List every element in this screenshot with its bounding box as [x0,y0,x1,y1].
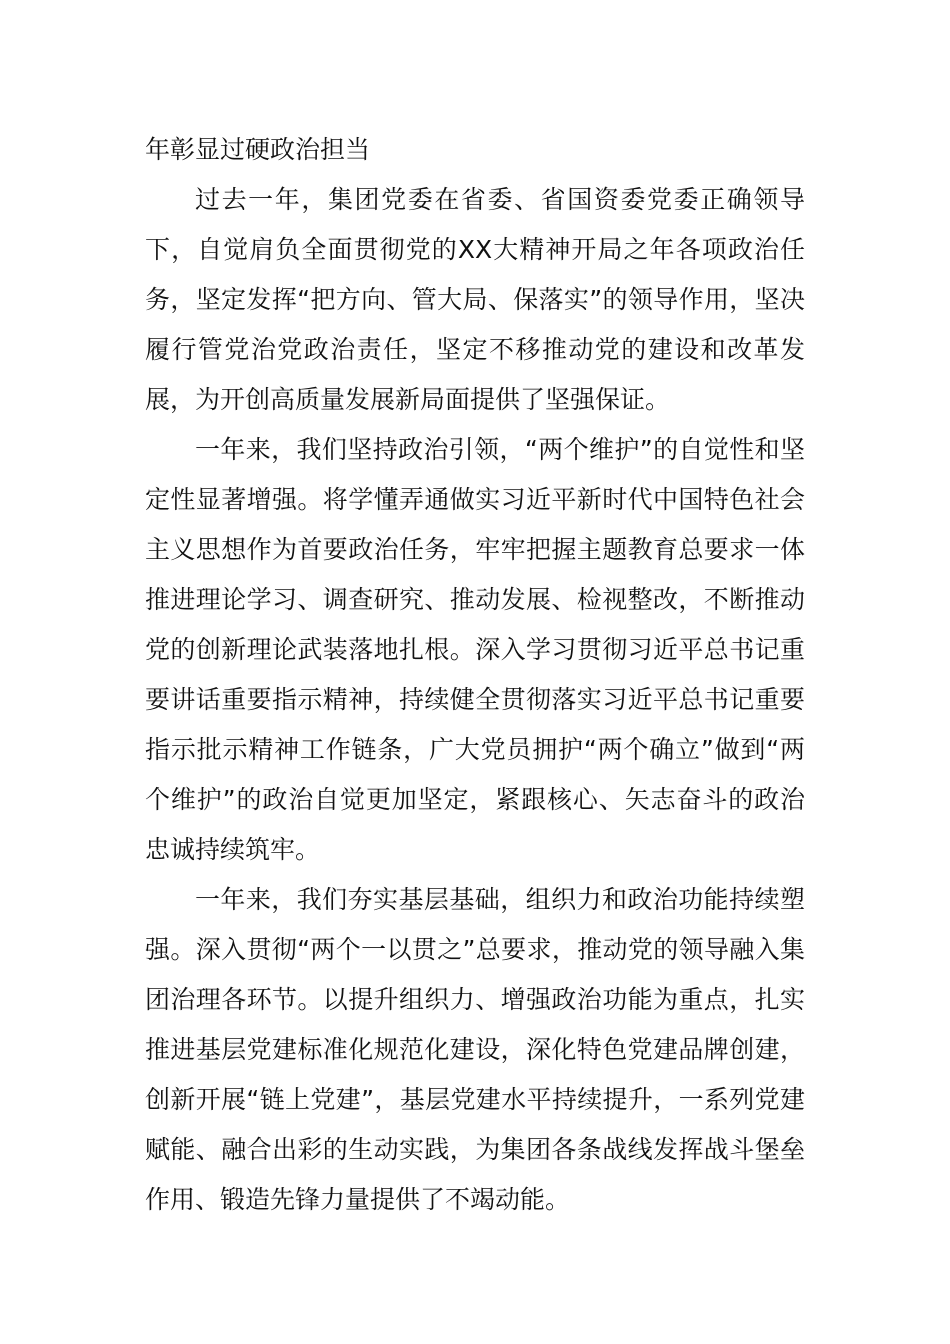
paragraph-2: 一年来，我们坚持政治引领，“两个维护”的自觉性和坚定性显著增强。将学懂弄通做实习近平新时代中国特色社会主义思想作为首要政治任务，牢牢把握主题教育总要求一体推进理论学习、调查研究、推动发展、检视整改，不断推动党的创新理论武装落地扎根。深入学习贯彻习近平总书记重要讲话重要指示精神，持续健全贯彻落实习近平总书记重要指示批示精神工作链条，广大党员拥护“两个确立”做到“两个维护”的政治自觉更加坚定，紧跟核心、矢志奋斗的政治忠诚持续筑牢。 [145,435,805,864]
paragraph-1: 过去一年，集团党委在省委、省国资委党委正确领导下，自觉肩负全面贯彻党的XX大精神开局之年各项政治任务，坚定发挥“把方向、管大局、保落实”的领导作用，坚决履行管党治党政治责任，坚定不移推动党的建设和改革发展，为开创高质量发展新局面提供了坚强保证。 [145,185,805,414]
paragraph-3: 一年来，我们夯实基层基础，组织力和政治功能持续塑强。深入贯彻“两个一以贯之”总要求，推动党的领导融入集团治理各环节。以提升组织力、增强政治功能为重点，扎实推进基层党建标准化规范化建设，深化特色党建品牌创建，创新开展“链上党建”，基层党建水平持续提升，一系列党建赋能、融合出彩的生动实践，为集团各条战线发挥战斗堡垒作用、锻造先锋力量提供了不竭动能。 [145,885,805,1214]
document-body [145,125,805,1225]
heading-continuation: 年彰显过硬政治担当 [145,135,371,164]
